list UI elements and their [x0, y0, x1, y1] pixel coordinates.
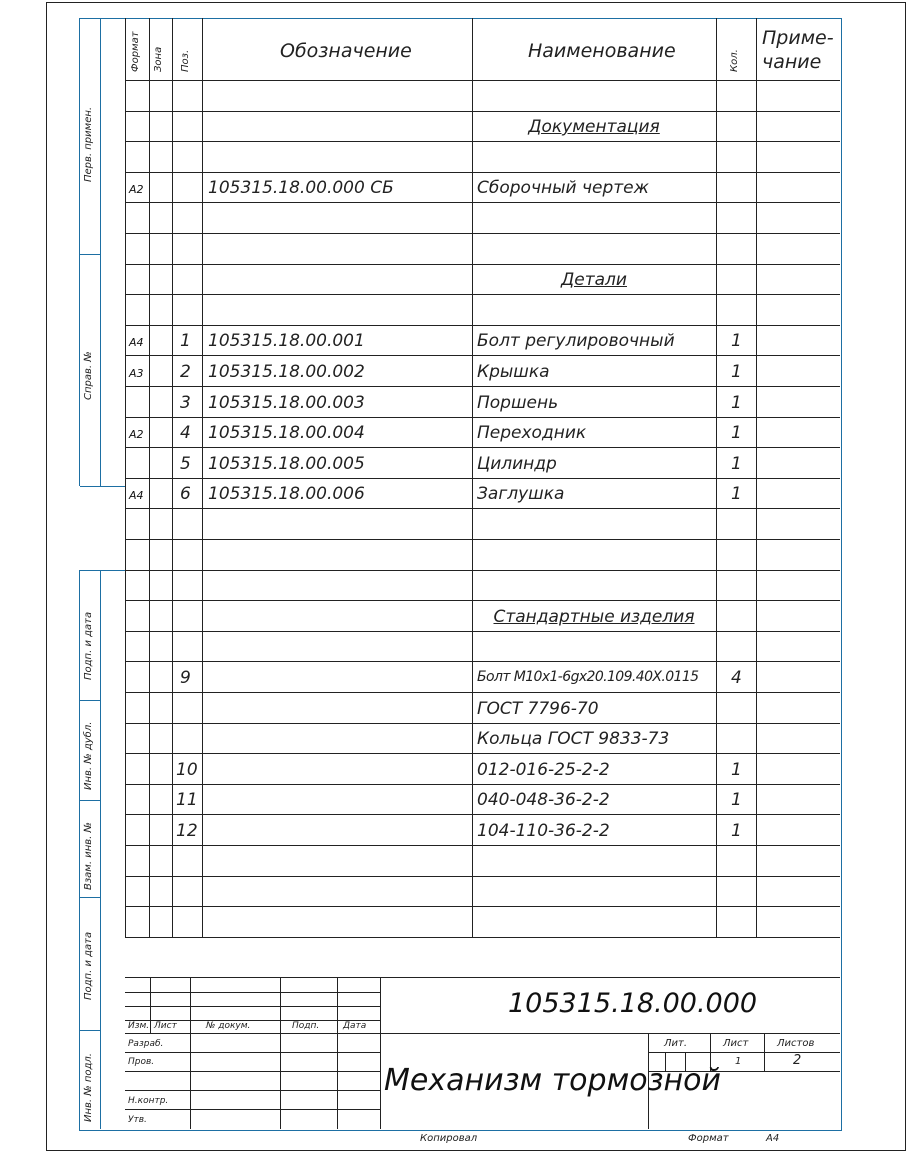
- table-row-line: [125, 386, 840, 387]
- footer-format-value: А4: [766, 1133, 780, 1144]
- row-pos: 5: [180, 454, 191, 474]
- footer-copied: Копировал: [420, 1133, 478, 1144]
- row-format: А4: [129, 336, 144, 349]
- table-row-line: [125, 937, 840, 938]
- sheet-value: 1: [735, 1056, 742, 1067]
- row-pos: 4: [180, 423, 191, 443]
- row-designation: 105315.18.00.005: [208, 454, 365, 474]
- table-row-line: [125, 233, 840, 234]
- table-row-line: [125, 661, 840, 662]
- row-qty: 1: [731, 362, 742, 382]
- side-label-podp-data-2: Подп. и дата: [83, 931, 94, 1000]
- row-designation: 105315.18.00.004: [208, 423, 365, 443]
- table-row-line: [125, 478, 840, 479]
- col-header-doc-no: № докум.: [206, 1021, 251, 1031]
- side-label-vzam-inv: Взам. инв. №: [83, 822, 94, 890]
- row-designation: 105315.18.00.006: [208, 484, 365, 504]
- table-row-line: [125, 325, 840, 326]
- row-format: А3: [129, 367, 144, 380]
- row-format: А2: [129, 183, 144, 196]
- table-row-line: [125, 723, 840, 724]
- col-header-podp: Подп.: [292, 1021, 320, 1031]
- table-row-line: [125, 814, 840, 815]
- table-row-line: [125, 631, 840, 632]
- table-row-line: [125, 570, 840, 571]
- row-qty: 1: [731, 454, 742, 474]
- row-designation: 105315.18.00.000 СБ: [208, 178, 394, 198]
- row-qty: 4: [731, 668, 742, 688]
- side-label-podp-data-1: Подп. и дата: [83, 611, 94, 680]
- col-header-list: Лист: [154, 1021, 177, 1031]
- row-pos: 11: [176, 790, 198, 810]
- table-row-line: [125, 845, 840, 846]
- table-row-line: [125, 784, 840, 785]
- table-row-line: [125, 447, 840, 448]
- header-designation: Обозначение: [280, 40, 412, 62]
- side-label-inv-dubl: Инв. № дубл.: [83, 721, 94, 790]
- row-name: Переходник: [477, 423, 587, 443]
- sheets-label: Листов: [777, 1038, 815, 1049]
- row-name: Крышка: [477, 362, 550, 382]
- table-row-line: [125, 355, 840, 356]
- row-format: А4: [129, 489, 144, 502]
- row-qty: 1: [731, 393, 742, 413]
- header-format: Формат: [130, 31, 141, 72]
- row-qty: 1: [731, 423, 742, 443]
- table-row-line: [125, 876, 840, 877]
- table-row-line: [125, 753, 840, 754]
- table-row-line: [125, 539, 840, 540]
- table-row-line: [125, 906, 840, 907]
- row-pos: 2: [180, 362, 191, 382]
- row-name: 012-016-25-2-2: [477, 760, 610, 780]
- table-header-line: [125, 80, 840, 81]
- table-row-line: [125, 508, 840, 509]
- row-pos: 6: [180, 484, 191, 504]
- side-label-sprav-no: Справ. №: [83, 351, 94, 400]
- row-qty: 1: [731, 821, 742, 841]
- side-label-perv-primen: Перв. примен.: [83, 106, 94, 182]
- row-name: ГОСТ 7796-70: [477, 699, 599, 719]
- sheet-label: Лист: [723, 1038, 749, 1049]
- col-header-izm: Изм.: [128, 1021, 150, 1031]
- row-name: Поршень: [477, 393, 559, 413]
- section-heading: Стандартные изделия: [493, 607, 695, 627]
- header-qty: Кол.: [729, 49, 740, 72]
- section-heading: Документация: [528, 117, 660, 137]
- row-name: 040-048-36-2-2: [477, 790, 610, 810]
- row-pos: 9: [180, 668, 191, 688]
- table-row-line: [125, 202, 840, 203]
- role-razrab: Разраб.: [128, 1039, 164, 1049]
- table-row-line: [125, 692, 840, 693]
- row-pos: 10: [176, 760, 198, 780]
- lit-label: Лит.: [664, 1038, 688, 1049]
- row-name: Болт М10х1-6gх20.109.40Х.0115: [477, 669, 699, 685]
- side-label-inv-podl: Инв. № подл.: [83, 1053, 94, 1122]
- doc-title: Механизм тормозной: [384, 1063, 721, 1098]
- row-pos: 12: [176, 821, 198, 841]
- row-name: Цилиндр: [477, 454, 557, 474]
- table-row-line: [125, 264, 840, 265]
- sheets-value: 2: [793, 1053, 802, 1068]
- table-row-line: [125, 417, 840, 418]
- section-heading: Детали: [561, 270, 627, 290]
- row-name: Заглушка: [477, 484, 565, 504]
- table-row-line: [125, 141, 840, 142]
- row-qty: 1: [731, 331, 742, 351]
- role-prov: Пров.: [128, 1057, 155, 1067]
- table-row-line: [125, 294, 840, 295]
- row-designation: 105315.18.00.003: [208, 393, 365, 413]
- table-row-line: [125, 172, 840, 173]
- row-designation: 105315.18.00.001: [208, 331, 365, 351]
- header-zone: Зона: [153, 46, 164, 72]
- row-pos: 3: [180, 393, 191, 413]
- header-note: Приме- чание: [762, 27, 834, 73]
- role-utv: Утв.: [128, 1115, 147, 1125]
- footer-format-label: Формат: [688, 1133, 729, 1144]
- row-designation: 105315.18.00.002: [208, 362, 365, 382]
- row-name: Болт регулировочный: [477, 331, 675, 351]
- row-name: 104-110-36-2-2: [477, 821, 610, 841]
- row-format: А2: [129, 428, 144, 441]
- row-name: Кольца ГОСТ 9833-73: [477, 729, 670, 749]
- col-header-data: Дата: [343, 1021, 367, 1031]
- header-name: Наименование: [528, 40, 676, 62]
- header-pos: Поз.: [180, 49, 191, 72]
- role-nkontr: Н.контр.: [128, 1096, 169, 1106]
- row-qty: 1: [731, 484, 742, 504]
- row-qty: 1: [731, 760, 742, 780]
- row-qty: 1: [731, 790, 742, 810]
- table-row-line: [125, 600, 840, 601]
- doc-number: 105315.18.00.000: [508, 988, 758, 1019]
- table-row-line: [125, 111, 840, 112]
- row-name: Сборочный чертеж: [477, 178, 649, 198]
- row-pos: 1: [180, 331, 191, 351]
